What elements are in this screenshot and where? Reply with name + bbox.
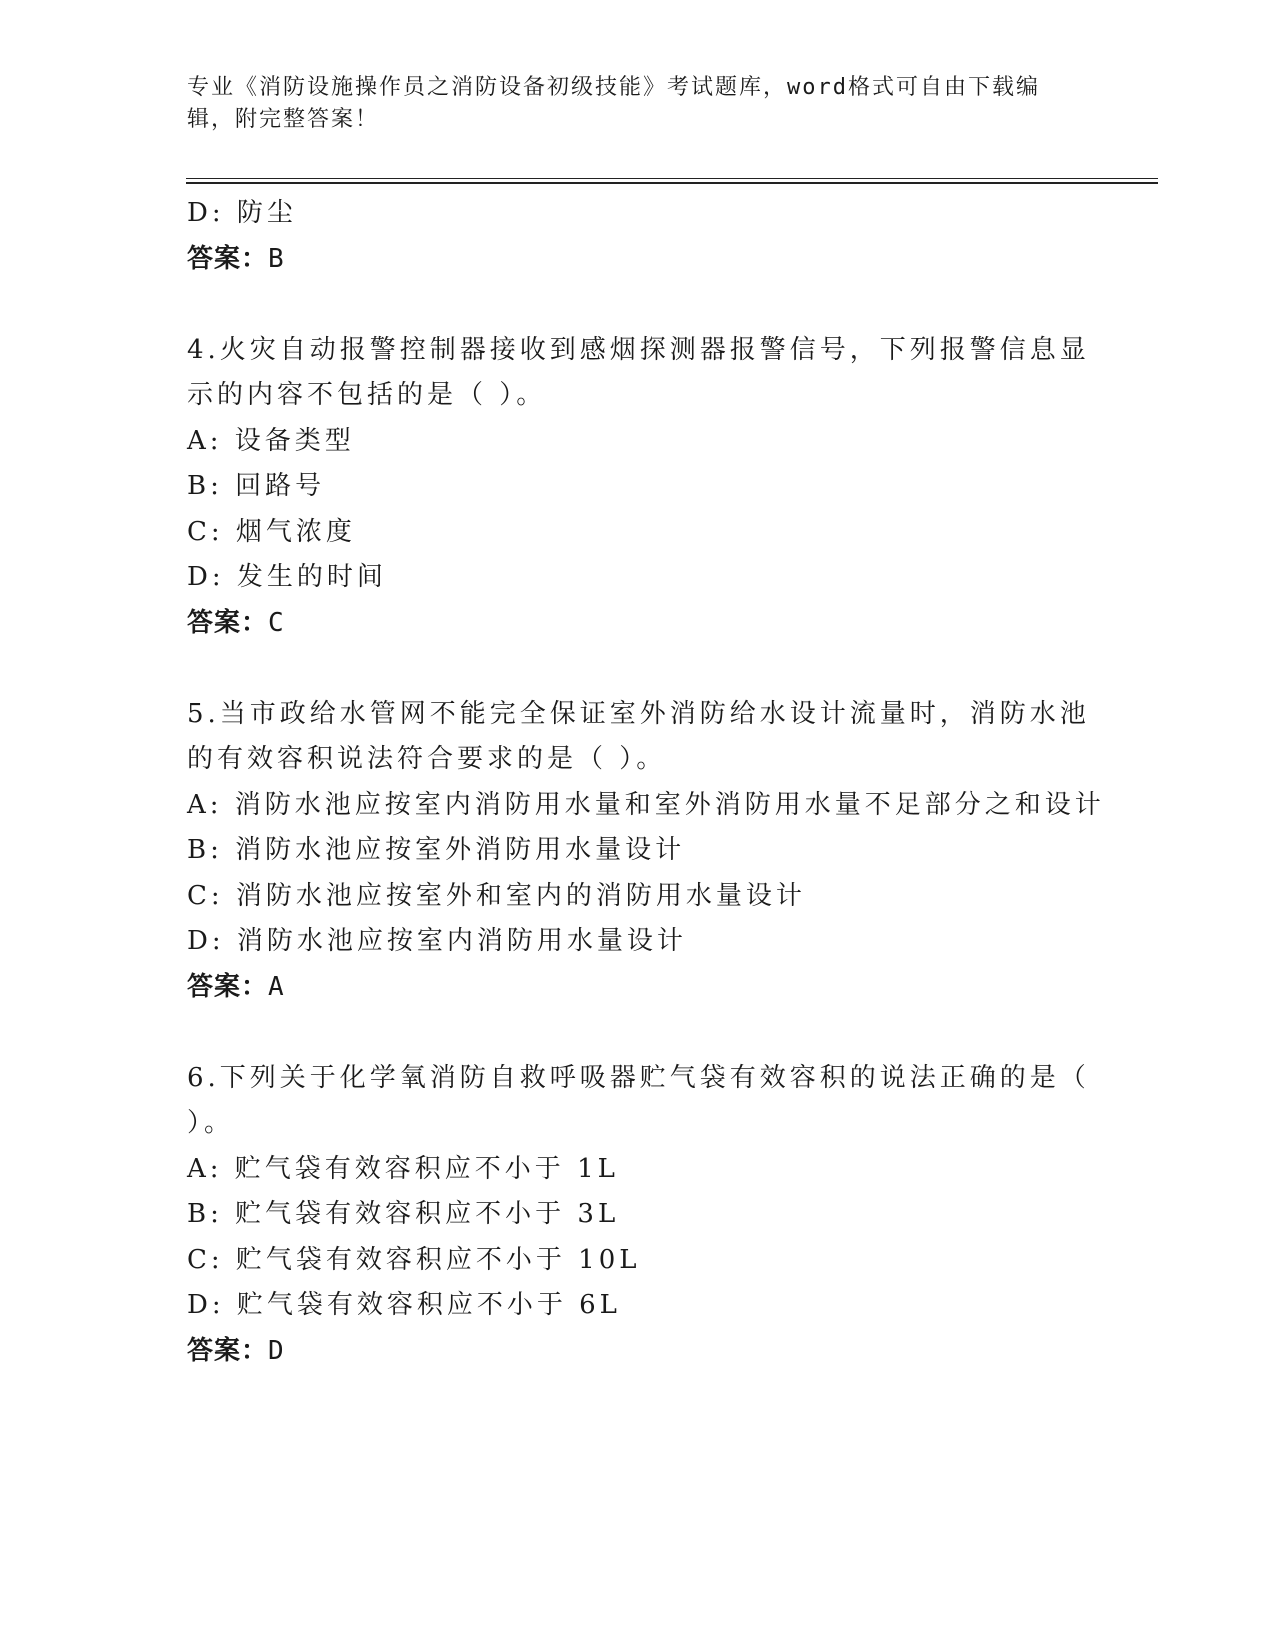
question-4	[187, 328, 1090, 647]
option-d: D: 防尘	[187, 198, 297, 228]
option-c: C: 烟气浓度	[187, 516, 356, 547]
answer-label: 答案：	[187, 243, 269, 274]
option-c: C: 贮气袋有效容积应不小于 10L	[187, 1244, 641, 1275]
answer-line	[187, 237, 1087, 283]
question-6	[187, 1056, 1090, 1375]
option-b: B: 消防水池应按室外消防用水量设计	[187, 835, 686, 865]
option-b: B: 贮气袋有效容积应不小于 3L	[187, 1199, 620, 1229]
option-a: A: 消防水池应按室内消防用水量和室外消防用水量不足部分之和设计	[187, 789, 1105, 820]
option-a: A: 设备类型	[187, 425, 355, 456]
header-divider-thin	[186, 178, 1158, 179]
answer-label: 答案：	[187, 1335, 269, 1366]
option-d: D: 消防水池应按室内消防用水量设计	[187, 926, 687, 956]
question-stem-line-1: 4.火灾自动报警控制器接收到感烟探测器报警信号，下列报警信息显	[187, 334, 1090, 365]
answer-line	[187, 601, 1087, 647]
answer-line	[187, 965, 1087, 1011]
question-stem-line-2: 的有效容积说法符合要求的是（ ）。	[187, 744, 667, 774]
option-d: D: 发生的时间	[187, 562, 387, 592]
question-3-tail	[187, 191, 1087, 282]
document-header	[187, 72, 1067, 136]
question-stem-line-1: 5.当市政给水管网不能完全保证室外消防给水设计流量时，消防水池	[187, 698, 1090, 729]
spacer	[187, 1010, 1087, 1056]
answer-line	[187, 1329, 1087, 1375]
spacer	[187, 646, 1087, 692]
header-divider-thick	[186, 182, 1158, 184]
answer-value: C	[268, 607, 285, 638]
question-5	[187, 692, 1105, 1011]
question-stem-line-1: 6.下列关于化学氧消防自救呼吸器贮气袋有效容积的说法正确的是（	[187, 1062, 1090, 1093]
option-d: D: 贮气袋有效容积应不小于 6L	[187, 1290, 621, 1320]
option-b: B: 回路号	[187, 471, 326, 501]
spacer	[187, 282, 1087, 328]
header-line-2: 辑，附完整答案！	[187, 107, 380, 132]
header-line-1: 专业《消防设施操作员之消防设备初级技能》考试题库，word格式可自由下载编	[187, 75, 1040, 100]
option-a: A: 贮气袋有效容积应不小于 1L	[187, 1153, 619, 1184]
answer-value: B	[268, 243, 285, 274]
answer-value: D	[268, 1335, 285, 1366]
question-stem-line-2: 示的内容不包括的是（ ）。	[187, 380, 547, 410]
answer-label: 答案：	[187, 971, 269, 1002]
question-stem-line-2: ）。	[187, 1108, 235, 1138]
answer-value: A	[268, 971, 285, 1002]
answer-label: 答案：	[187, 607, 269, 638]
question-content	[187, 191, 1105, 1374]
option-c: C: 消防水池应按室外和室内的消防用水量设计	[187, 880, 806, 911]
